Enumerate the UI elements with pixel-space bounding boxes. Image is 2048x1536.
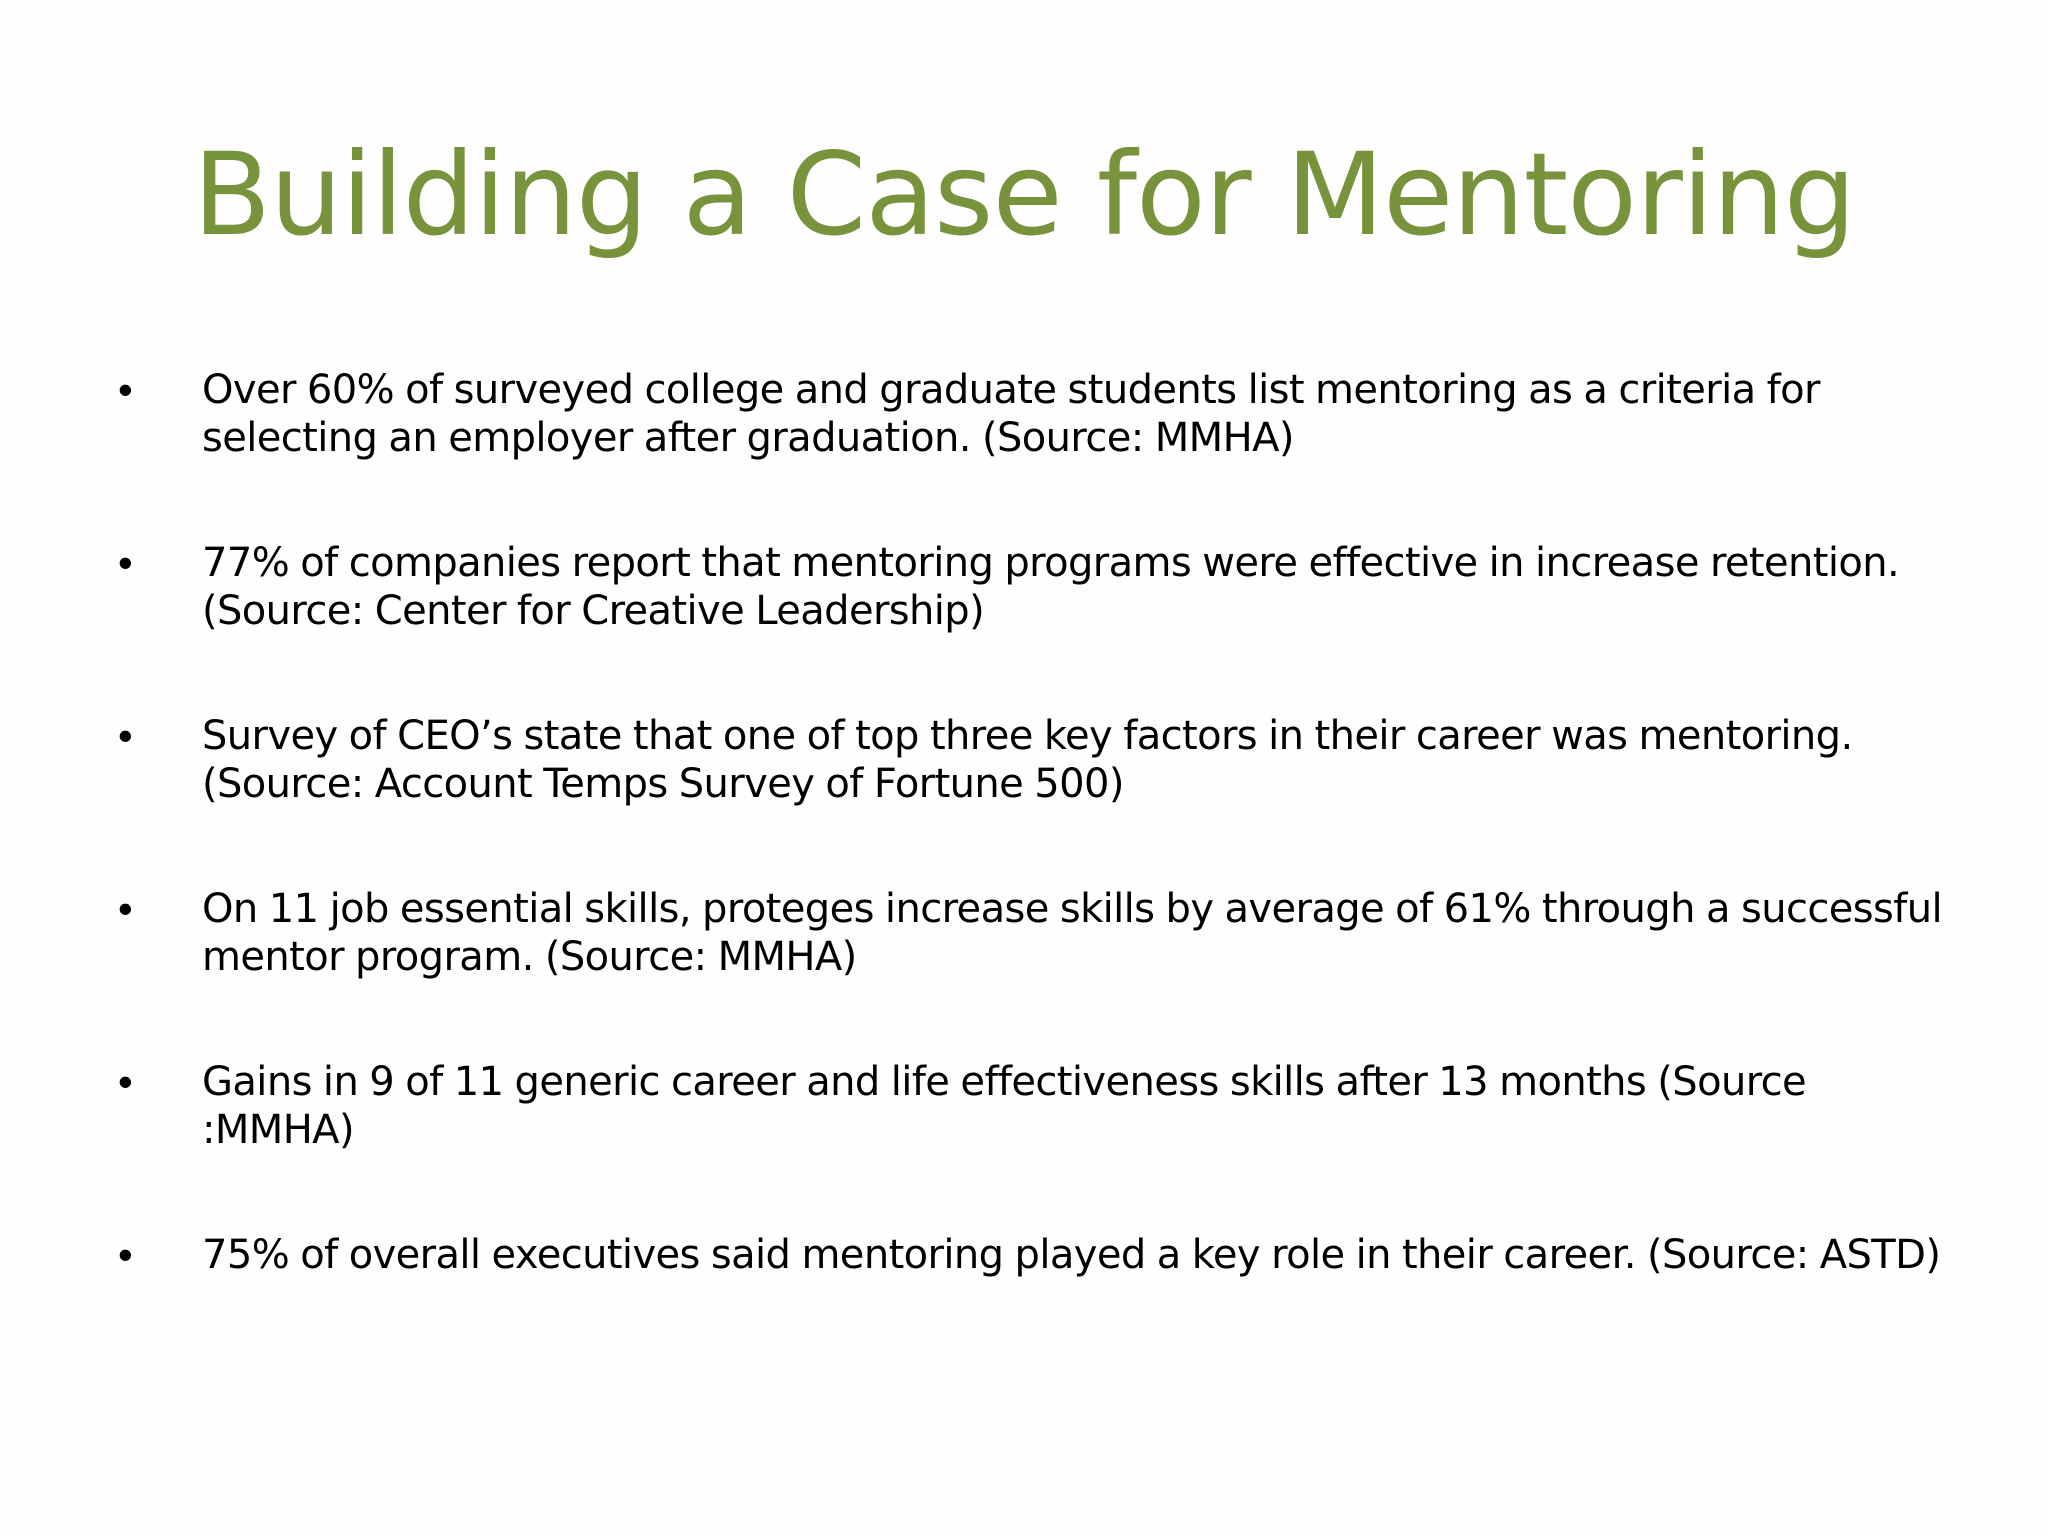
bullet-dot-icon: • xyxy=(118,885,133,932)
bullet-text: 75% of overall executives said mentoring played a key role in their career. (Source: ASTD) xyxy=(202,1232,1941,1278)
bullet-list xyxy=(118,366,1948,1356)
bullet-dot-icon: • xyxy=(118,366,133,413)
bullet-dot-icon: • xyxy=(118,712,133,759)
bullet-item xyxy=(118,1231,1948,1279)
bullet-dot-icon: • xyxy=(118,1231,133,1278)
bullet-text: Gains in 9 of 11 generic career and life effectiveness skills after 13 months (Source :MMHA) xyxy=(202,1059,1807,1153)
bullet-item xyxy=(118,885,1948,981)
bullet-text: 77% of companies report that mentoring programs were effective in increase retention. (Source: Center for Creative Leadership) xyxy=(202,540,1900,634)
bullet-text: Over 60% of surveyed college and graduate students list mentoring as a criteria for selecting an employer after graduation. (Source: MMHA) xyxy=(202,367,1820,461)
slide-title: Building a Case for Mentoring xyxy=(192,128,1856,261)
bullet-item xyxy=(118,712,1948,808)
bullet-text: On 11 job essential skills, proteges increase skills by average of 61% through a successful mentor program. (Source: MMHA) xyxy=(202,886,1942,980)
bullet-dot-icon: • xyxy=(118,1058,133,1105)
bullet-item xyxy=(118,1058,1948,1154)
bullet-text: Survey of CEO’s state that one of top three key factors in their career was mentoring.(Source: Account Temps Survey of Fortune 500) xyxy=(202,713,1853,807)
bullet-item xyxy=(118,539,1948,635)
bullet-dot-icon: • xyxy=(118,539,133,586)
bullet-item xyxy=(118,366,1948,462)
